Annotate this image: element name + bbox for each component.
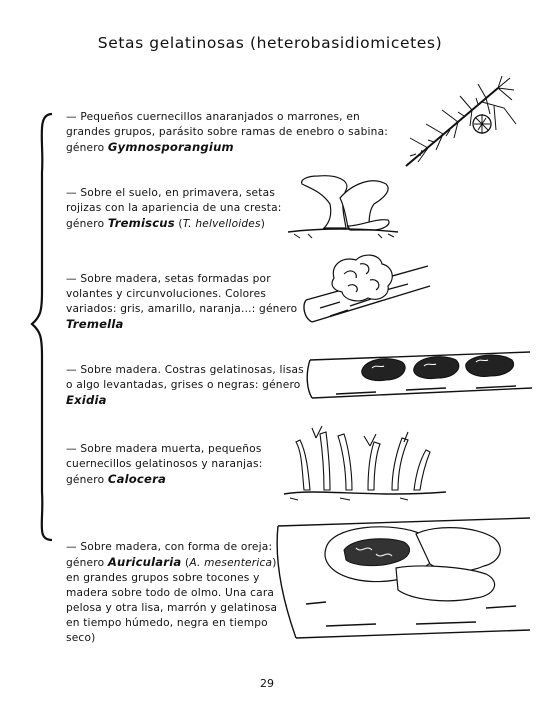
entry-line: cuernecillos gelatinosos y naranjas: — [66, 458, 263, 470]
genus-name: Exidia — [66, 393, 107, 407]
entry-line: en grandes grupos sobre tocones y — [66, 572, 260, 584]
entry-line: — Pequeños cuernecillos anaranjados o marrones, en — [66, 111, 360, 123]
genus-name: Gymnosporangium — [107, 140, 234, 154]
paren: ) — [272, 557, 277, 569]
tremella-on-branch-drawing — [300, 242, 432, 328]
entry-line: género — [66, 218, 108, 230]
entry-line: — Sobre madera. Costras gelatinosas, lisas — [66, 364, 304, 376]
page-title: Setas gelatinosas (heterobasidiomicetes) — [97, 34, 443, 52]
exidia-on-log-drawing — [306, 338, 534, 404]
entry-line: — Sobre madera, con forma de oreja: — [66, 541, 273, 553]
grouping-brace — [28, 112, 58, 542]
paren: ( — [181, 557, 190, 569]
entry-line: o algo levantadas, grises o negras: género — [66, 379, 301, 391]
entry-line: en tiempo húmedo, negra en tiempo — [66, 617, 268, 629]
entry-line: madera sobre todo de olmo. Una cara — [66, 587, 275, 599]
entry-line: — Sobre madera, setas formadas por — [66, 273, 271, 285]
page-number: 29 — [260, 677, 274, 690]
entry-line: volantes y circunvoluciones. Colores — [66, 288, 267, 300]
entry-line: — Sobre madera muerta, pequeños — [66, 443, 262, 455]
genus-name: Tremiscus — [107, 216, 175, 230]
juniper-branch-gymnosporangium-drawing — [398, 74, 518, 174]
auricularia-on-wood-drawing — [266, 504, 534, 640]
entry-line: variados: gris, amarillo, naranja...: género — [66, 303, 298, 315]
entry-tremella — [66, 272, 297, 333]
entry-gymnosporangium — [66, 110, 388, 156]
calocera-cluster-drawing — [280, 418, 450, 502]
entry-auricularia — [66, 540, 277, 646]
entry-calocera — [66, 442, 262, 488]
entry-exidia — [66, 363, 304, 409]
genus-name: Tremella — [66, 317, 124, 331]
paren: ( — [174, 218, 183, 230]
genus-name: Calocera — [107, 472, 167, 486]
entry-line: seco) — [66, 632, 96, 644]
entry-line: género — [66, 474, 108, 486]
entry-tremiscus — [66, 186, 282, 232]
entry-line: pelosa y otra lisa, marrón y gelatinosa — [66, 602, 278, 614]
species-name: A. mesenterica — [189, 557, 273, 569]
entry-line: grandes grupos, parásito sobre ramas de enebro o sabina: — [66, 126, 389, 138]
entry-line: género — [66, 142, 108, 154]
tremiscus-fungus-drawing — [288, 168, 400, 240]
entry-line: — Sobre el suelo, en primavera, setas — [66, 187, 276, 199]
entry-line: rojizas con la apariencia de una cresta: — [66, 202, 282, 214]
paren: ) — [260, 218, 266, 230]
entry-line: género — [66, 557, 108, 569]
genus-name: Auricularia — [107, 555, 182, 569]
species-name: T. helvelloides — [182, 218, 261, 230]
